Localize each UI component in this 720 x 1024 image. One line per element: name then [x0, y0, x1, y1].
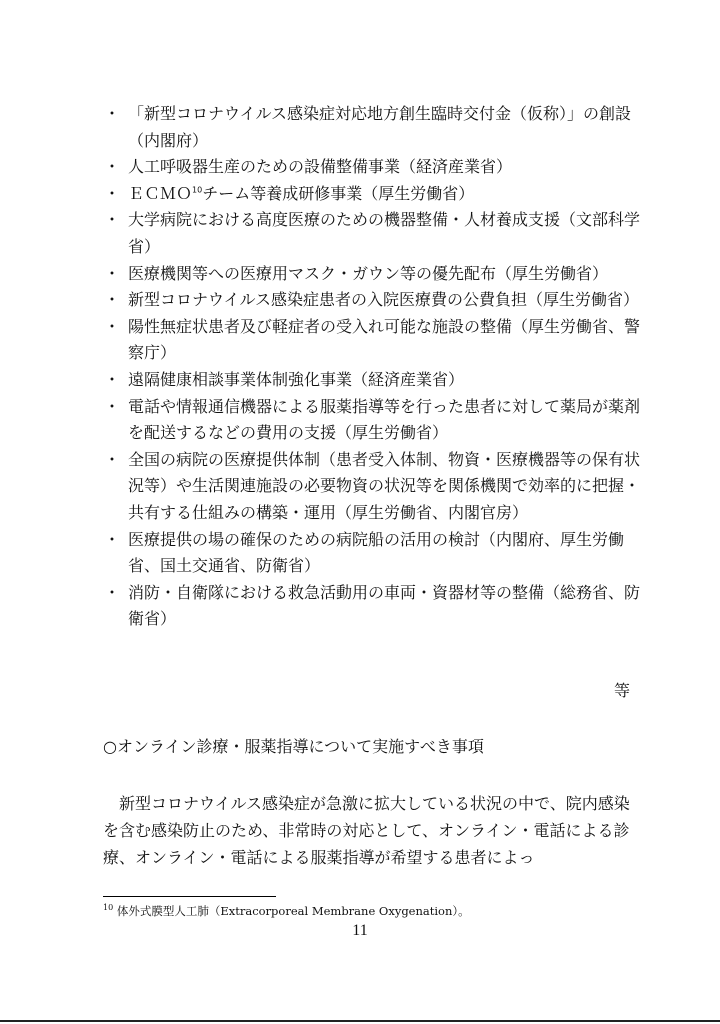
- list-item-text: 医療機関等への医療用マスク・ガウン等の優先配布（厚生労働省）: [128, 263, 609, 283]
- bullet-marker: ・: [104, 210, 121, 230]
- list-item-text: 消防・自衛隊における救急活動用の車両・資器材等の整備（総務省、防衛省）: [128, 582, 641, 629]
- list-item: [101, 394, 641, 447]
- list-item-text: [128, 181, 641, 208]
- list-item-text: 人工呼吸器生産のための設備整備事業（経済産業省）: [128, 157, 513, 177]
- list-item: [101, 181, 641, 208]
- footnote-text: 体外式膜型人工肺（Extracorporeal Membrane Oxygenation）。: [116, 904, 470, 918]
- bullet-marker: ・: [104, 449, 121, 469]
- bullet-marker: ・: [104, 396, 121, 416]
- footnote-number: 10: [103, 903, 114, 913]
- list-item: [101, 367, 641, 394]
- bullet-marker: ・: [104, 369, 121, 389]
- list-item-text: 新型コロナウイルス感染症患者の入院医療費の公費負担（厚生労働省）: [128, 290, 640, 310]
- bullet-marker: ・: [104, 529, 121, 549]
- list-item-text-part: ＥＣＭＯ: [128, 183, 193, 203]
- list-item: [101, 154, 641, 181]
- footnote-reference: 10: [192, 185, 203, 195]
- footnote: [103, 903, 470, 919]
- section-heading: ○オンライン診療・服薬指導について実施すべき事項: [103, 737, 484, 756]
- bullet-marker: ・: [104, 582, 121, 602]
- list-item-text: 「新型コロナウイルス感染症対応地方創生臨時交付金（仮称）」の創設（内閣府）: [128, 104, 632, 150]
- bullet-list: [101, 101, 641, 633]
- list-item: [101, 101, 641, 154]
- list-item: [101, 527, 641, 580]
- list-item: [101, 580, 641, 633]
- list-item-text: 電話や情報通信機器による服薬指導等を行った患者に対して薬局が薬剤を配送するなどの費用の支援（厚生労働省）: [128, 396, 641, 443]
- list-item-text: 全国の病院の医療提供体制（患者受入体制、物資・医療機器等の保有状況等）や生活関連施設の必要物資の状況等を関係機関で効率的に把握・共有する仕組みの構築・運用（厚生労働省、内閣官房）: [128, 449, 641, 522]
- bullet-marker: ・: [104, 183, 121, 203]
- list-item: [101, 261, 641, 288]
- list-item-text: 大学病院における高度医療のための機器整備・人材養成支援（文部科学省）: [128, 210, 641, 256]
- list-item-text: 医療提供の場の確保のための病院船の活用の検討（内閣府、厚生労働省、国土交通省、防衛省）: [128, 529, 625, 576]
- list-item-text: 遠隔健康相談事業体制強化事業（経済産業省）: [128, 369, 465, 389]
- footnote-separator: [103, 896, 276, 897]
- bullet-marker: ・: [104, 316, 121, 336]
- bullet-marker: ・: [104, 104, 121, 123]
- list-item: [101, 287, 641, 314]
- list-item: [101, 314, 641, 367]
- bottom-border: [0, 1020, 720, 1022]
- list-item-text-part: チーム等養成研修事業（厚生労働省）: [202, 183, 475, 203]
- bullet-marker: ・: [104, 157, 121, 177]
- etc-marker: 等: [613, 681, 630, 700]
- body-paragraph: 新型コロナウイルス感染症が急激に拡大している状況の中で、院内感染を含む感染防止のため、非常時の対応として、オンライン・電話による診療、オンライン・電話による服薬指導が希望する患者によっ: [103, 794, 630, 867]
- list-item: [101, 207, 641, 260]
- bullet-marker: ・: [104, 290, 121, 310]
- list-item-text: 陽性無症状患者及び軽症者の受入れ可能な施設の整備（厚生労働省、警察庁）: [128, 316, 641, 363]
- list-item: [101, 447, 641, 527]
- page-number: 11: [352, 922, 368, 939]
- bullet-marker: ・: [104, 263, 121, 283]
